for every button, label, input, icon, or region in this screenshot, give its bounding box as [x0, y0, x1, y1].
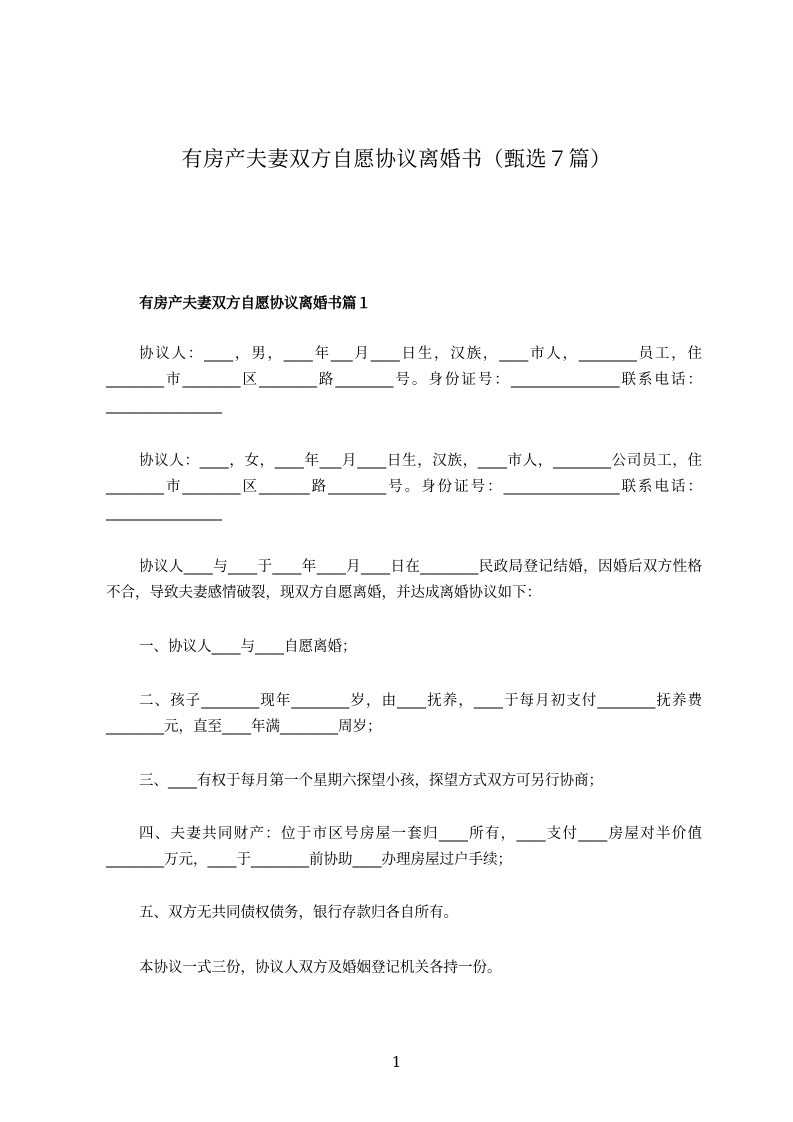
- paragraph-clause-4: 四、夫妻共同财产：位于市区号房屋一套归____所有，____支付____房屋对半价值________万元，____于________前协助____办理房屋过户手续；: [106, 826, 702, 868]
- paragraph-copies: 本协议一式三份，协议人双方及婚姻登记机关各持一份。: [139, 960, 502, 976]
- paragraph-party-female: 协议人：____，女，____年___月____日生，汉族，____市人，________公司员工，住________市________区_______路________号。身份证号：________________联系电话：________________: [106, 453, 702, 521]
- paragraph-clause-5: 五、双方无共同债权债务，银行存款归各自所有。: [139, 905, 458, 921]
- paragraph-party-male: 协议人：____，男，____年___月____日生，汉族，____市人，________员工，住________市________区________路________号。身份证号：_______________联系电话：________________: [106, 346, 702, 414]
- paragraph-clause-3: 三、____有权于每月第一个星期六探望小孩，探望方式双方可另行协商；: [139, 773, 603, 789]
- document-title: 有房产夫妻双方自愿协议离婚书（甄选７篇）: [181, 147, 612, 171]
- paragraph-clause-2: 二、孩子________现年________岁，由____抚养，____于每月初支付________抚养费________元，直至____年满________周岁；: [106, 693, 702, 735]
- page-number: 1: [391, 1053, 402, 1071]
- section-heading: 有房产夫妻双方自愿协议离婚书篇１: [139, 296, 371, 312]
- paragraph-clause-1: 一、协议人____与____自愿离婚；: [139, 639, 357, 655]
- paragraph-marriage-info: 协议人____与____于____年____月____日在________民政局登记结婚，因婚后双方性格不合，导致夫妻感情破裂，现双方自愿离婚，并达成离婚协议如下：: [106, 559, 702, 601]
